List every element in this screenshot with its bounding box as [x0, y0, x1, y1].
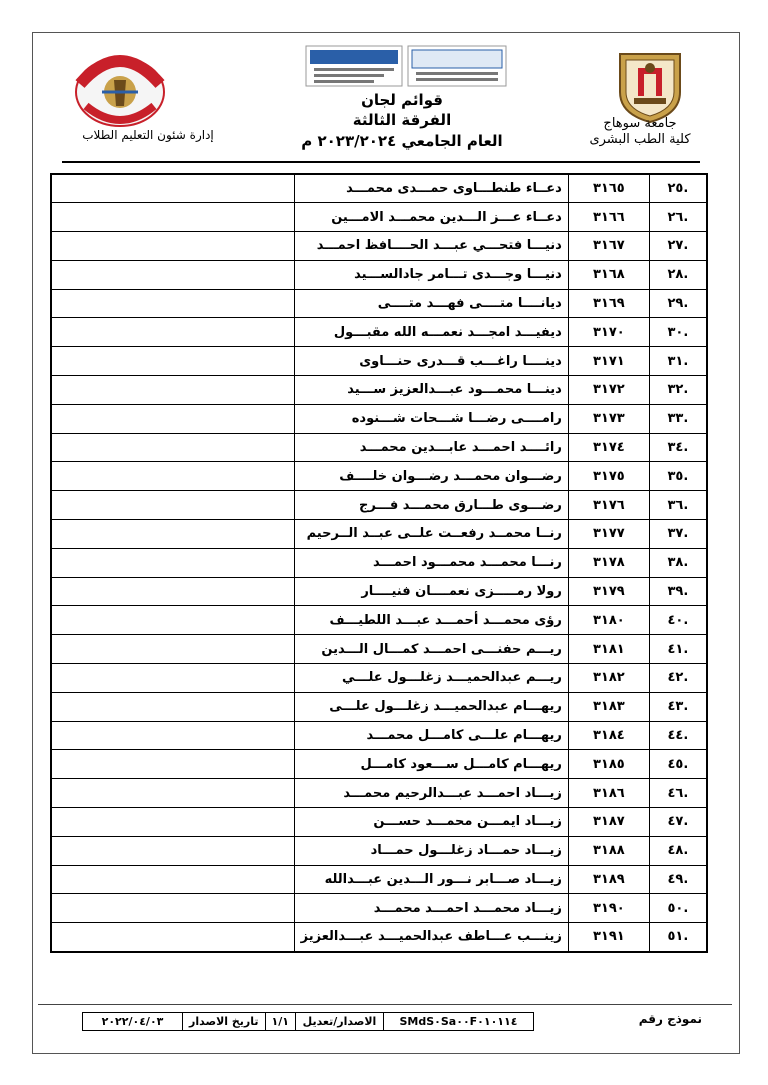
row-index: .٤٠ — [649, 606, 707, 635]
row-index: .٤٢ — [649, 664, 707, 693]
table-row — [51, 491, 707, 520]
seat-number: ٣١٩٠ — [568, 894, 649, 923]
seat-number: ٣١٨٠ — [568, 606, 649, 635]
table-row — [51, 174, 707, 203]
notes-cell — [51, 462, 294, 491]
seat-number: ٣١٧٣ — [568, 404, 649, 433]
row-index: .٣٦ — [649, 491, 707, 520]
row-index: .٣٨ — [649, 548, 707, 577]
seat-number: ٣١٨٣ — [568, 692, 649, 721]
seat-number: ٣١٨٦ — [568, 779, 649, 808]
seat-number: ٣١٩١ — [568, 923, 649, 952]
row-index: .٤٨ — [649, 836, 707, 865]
seat-number: ٣١٦٨ — [568, 260, 649, 289]
seat-number: ٣١٨٩ — [568, 865, 649, 894]
row-index: .٥٠ — [649, 894, 707, 923]
table-row — [51, 894, 707, 923]
table-row — [51, 347, 707, 376]
row-index: .٤١ — [649, 635, 707, 664]
footer-form-info — [82, 1012, 534, 1031]
table-row — [51, 318, 707, 347]
header-divider — [62, 161, 700, 163]
row-index: .٣٢ — [649, 376, 707, 405]
notes-cell — [51, 174, 294, 203]
notes-cell — [51, 433, 294, 462]
student-name: زيـــاد ايمـــن محمـــد حســـن — [294, 808, 568, 837]
table-row — [51, 433, 707, 462]
student-name: رولا رمـــــزى نعمــــان فنيــــار — [294, 577, 568, 606]
seat-number: ٣١٧٧ — [568, 520, 649, 549]
table-row — [51, 606, 707, 635]
table-row — [51, 664, 707, 693]
student-name: دنيـــا فتحـــي عبـــد الحــــافظ احمـــد — [294, 232, 568, 261]
table-row — [51, 203, 707, 232]
student-name: رضـــوى طـــارق محمـــد فـــرج — [294, 491, 568, 520]
student-name: دعــاء عـــز الـــدين محمـــد الامـــين — [294, 203, 568, 232]
row-index: .٢٨ — [649, 260, 707, 289]
row-index: .٢٧ — [649, 232, 707, 261]
table-row — [51, 577, 707, 606]
student-name: زيـــاد حمـــاد زغلـــول حمـــاد — [294, 836, 568, 865]
table-row — [51, 260, 707, 289]
table-row — [51, 635, 707, 664]
notes-cell — [51, 808, 294, 837]
issue-date-value: ٢٠٢٢/٠٤/٠٣ — [83, 1013, 183, 1031]
faculty-name: كلية الطب البشرى — [589, 132, 691, 147]
seat-number: ٣١٨٢ — [568, 664, 649, 693]
footer-divider — [38, 1004, 732, 1005]
student-name: ديانــــا متــــى فهـــد متــــى — [294, 289, 568, 318]
row-index: .٤٦ — [649, 779, 707, 808]
notes-cell — [51, 318, 294, 347]
student-name: رامــــى رضـــا شـــحات شـــنوده — [294, 404, 568, 433]
notes-cell — [51, 347, 294, 376]
table-row — [51, 404, 707, 433]
seat-number: ٣١٨٥ — [568, 750, 649, 779]
row-index: .٤٩ — [649, 865, 707, 894]
seat-number: ٣١٦٦ — [568, 203, 649, 232]
student-name: دنيـــا وجـــدى تـــامر جادالســـيد — [294, 260, 568, 289]
notes-cell — [51, 404, 294, 433]
notes-cell — [51, 577, 294, 606]
student-roster-table — [50, 173, 708, 953]
row-index: .٣٠ — [649, 318, 707, 347]
notes-cell — [51, 836, 294, 865]
table-row — [51, 289, 707, 318]
student-name: ديفيـــد امجـــد نعمـــه الله مقبـــول — [294, 318, 568, 347]
table-row — [51, 692, 707, 721]
issue-label: الاصدار/تعديل — [295, 1013, 383, 1031]
row-index: .٤٣ — [649, 692, 707, 721]
issue-date-label: تاريخ الاصدار — [183, 1013, 266, 1031]
student-name: زيـــاد محمـــد احمـــد محمـــد — [294, 894, 568, 923]
student-name: دينــــا راغـــب قـــدرى حنـــاوى — [294, 347, 568, 376]
notes-cell — [51, 664, 294, 693]
table-row — [51, 923, 707, 952]
seat-number: ٣١٨٨ — [568, 836, 649, 865]
document-title-block — [282, 90, 522, 152]
form-number-label: نموذج رقم — [638, 1012, 702, 1026]
notes-cell — [51, 750, 294, 779]
row-index: .٣١ — [649, 347, 707, 376]
student-name: رنــا محمــد رفعــت علــى عبــد الــرحيم — [294, 520, 568, 549]
form-code: SMdS٠Sa٠٠F٠١٠١١٤ — [383, 1013, 533, 1031]
table-row — [51, 462, 707, 491]
row-index: .٣٩ — [649, 577, 707, 606]
student-name: زيـــاد احمـــد عبـــدالرحيم محمـــد — [294, 779, 568, 808]
student-name: دعــاء طنطـــاوى حمـــدى محمـــد — [294, 174, 568, 203]
table-row — [51, 376, 707, 405]
seat-number: ٣١٨٤ — [568, 721, 649, 750]
notes-cell — [51, 635, 294, 664]
table-row — [51, 750, 707, 779]
seat-number: ٣١٧٢ — [568, 376, 649, 405]
table-row — [51, 721, 707, 750]
student-name: زينـــب عـــاطف عبدالحميـــد عبـــدالعزيز — [294, 923, 568, 952]
notes-cell — [51, 376, 294, 405]
title-academic-year: العام الجامعي ٢٠٢٣/٢٠٢٤ م — [301, 132, 503, 150]
university-seal-logo — [612, 48, 688, 124]
seat-number: ٣١٧٥ — [568, 462, 649, 491]
notes-cell — [51, 260, 294, 289]
student-name: رضـــوان محمـــد رضـــوان خلــــف — [294, 462, 568, 491]
row-index: .٣٣ — [649, 404, 707, 433]
student-name: رنـــا محمـــد محمـــود احمـــد — [294, 548, 568, 577]
certification-badges — [304, 44, 508, 88]
row-index: .٤٤ — [649, 721, 707, 750]
notes-cell — [51, 865, 294, 894]
student-name: ريهـــام عبدالحميـــد زغلـــول علـــى — [294, 692, 568, 721]
seat-number: ٣١٦٧ — [568, 232, 649, 261]
seat-number: ٣١٧٤ — [568, 433, 649, 462]
title-year-group: الفرقة الثالثة — [352, 111, 452, 129]
issue-value: ١/١ — [265, 1013, 295, 1031]
table-row — [51, 548, 707, 577]
row-index: .٢٥ — [649, 174, 707, 203]
notes-cell — [51, 203, 294, 232]
document-header — [32, 32, 740, 164]
table-row — [51, 865, 707, 894]
notes-cell — [51, 520, 294, 549]
notes-cell — [51, 548, 294, 577]
notes-cell — [51, 232, 294, 261]
title-committee-lists: قوائم لجان — [361, 91, 443, 109]
student-name: دينـــا محمـــود عبـــدالعزيز ســـيد — [294, 376, 568, 405]
row-index: .٣٥ — [649, 462, 707, 491]
student-name: رؤى محمـــد أحمـــد عبـــد اللطيـــف — [294, 606, 568, 635]
table-row — [51, 232, 707, 261]
student-name: ريهـــام كامـــل ســـعود كامـــل — [294, 750, 568, 779]
table-row — [51, 836, 707, 865]
notes-cell — [51, 779, 294, 808]
row-index: .٣٧ — [649, 520, 707, 549]
seat-number: ٣١٧٨ — [568, 548, 649, 577]
student-name: ريهـــام علـــى كامـــل محمـــد — [294, 721, 568, 750]
notes-cell — [51, 606, 294, 635]
row-index: .٢٩ — [649, 289, 707, 318]
row-index: .٤٥ — [649, 750, 707, 779]
notes-cell — [51, 289, 294, 318]
seat-number: ٣١٧١ — [568, 347, 649, 376]
row-index: .٣٤ — [649, 433, 707, 462]
university-name: جامعة سوهاج — [603, 116, 677, 131]
notes-cell — [51, 721, 294, 750]
table-row — [51, 520, 707, 549]
notes-cell — [51, 894, 294, 923]
row-index: .٥١ — [649, 923, 707, 952]
table-row — [51, 808, 707, 837]
seat-number: ٣١٨١ — [568, 635, 649, 664]
row-index: .٤٧ — [649, 808, 707, 837]
notes-cell — [51, 923, 294, 952]
admin-department-name: إدارة شئون التعليم الطلاب — [82, 128, 214, 142]
seat-number: ٣١٧٠ — [568, 318, 649, 347]
notes-cell — [51, 692, 294, 721]
faculty-medicine-logo — [72, 44, 168, 130]
university-name-block — [580, 116, 700, 148]
student-name: ريـــم حفنـــى احمـــد كمـــال الـــدين — [294, 635, 568, 664]
seat-number: ٣١٧٩ — [568, 577, 649, 606]
table-row — [51, 779, 707, 808]
seat-number: ٣١٦٩ — [568, 289, 649, 318]
row-index: .٢٦ — [649, 203, 707, 232]
seat-number: ٣١٦٥ — [568, 174, 649, 203]
student-name: رائــــد احمـــد عابـــدين محمـــد — [294, 433, 568, 462]
student-name: ريـــم عبدالحميـــد زغلـــول علـــي — [294, 664, 568, 693]
seat-number: ٣١٧٦ — [568, 491, 649, 520]
notes-cell — [51, 491, 294, 520]
seat-number: ٣١٨٧ — [568, 808, 649, 837]
student-name: زيـــاد صـــابر نـــور الـــدين عبـــدالله — [294, 865, 568, 894]
